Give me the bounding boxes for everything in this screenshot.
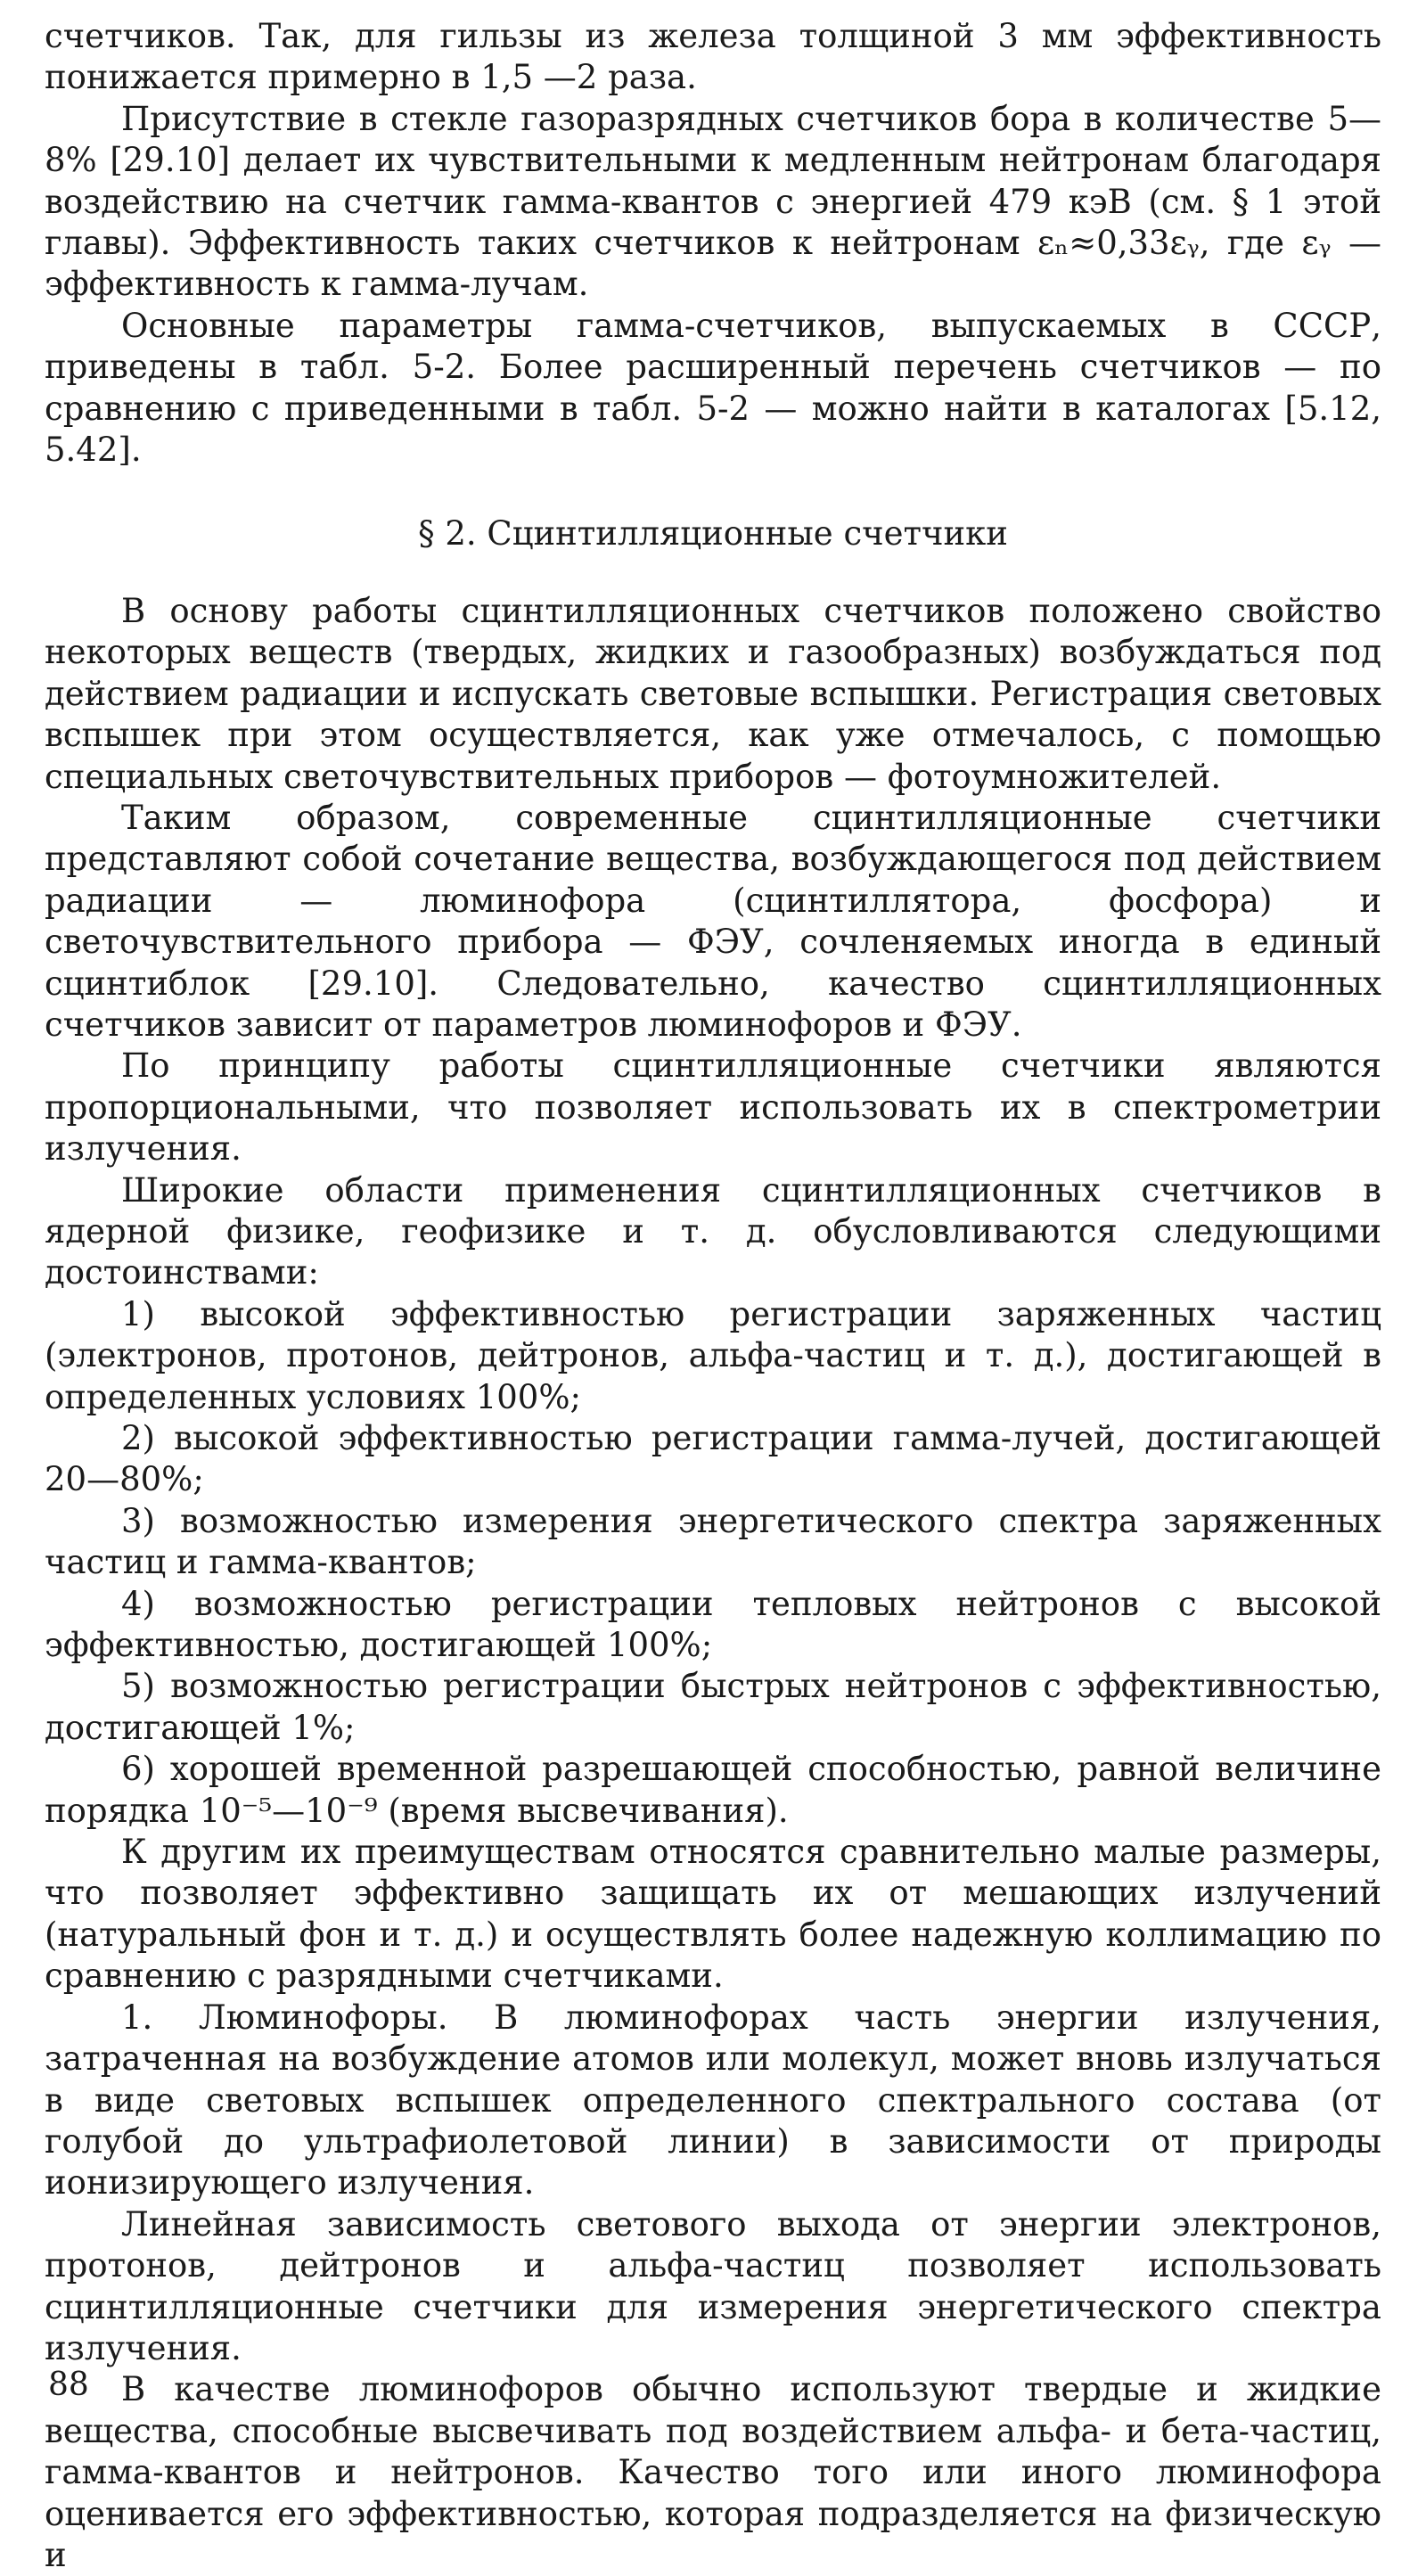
document-page xyxy=(45,16,1381,2576)
paragraph-composition: Таким образом, современные сцинтилляционные счетчики представляют собой сочетание вещества, возбуждающегося под действием радиации — люминофора (сцинтиллятора, фосфора) и светочувствительного прибора — ФЭУ, сочленяемых иногда в единый сцинтиблок [29.10]. Следовательно, качество сцинтилляционных счетчиков зависит от параметров люминофоров и ФЭУ. xyxy=(45,798,1381,1044)
list-item-6: 6) хорошей временной разрешающей способностью, равной величине порядка 10⁻⁵—10⁻⁹ (время высвечивания). xyxy=(45,1750,1381,1830)
list-item-3: 3) возможностью измерения энергетического спектра заряженных частиц и гамма-квантов; xyxy=(45,1501,1381,1582)
paragraph-luminophores: 1. Люминофоры. В люминофорах часть энергии излучения, затраченная на возбуждение атомов или молекул, может вновь излучаться в виде световых вспышек определенного спектрального состава (от голубой до ультрафиолетовой линии) в зависимости от природы ионизирующего излучения. xyxy=(45,1998,1381,2203)
paragraph-other-advantages: К другим их преимуществам относятся сравнительно малые размеры, что позволяет эффективно защищать их от мешающих излучений (натуральный фон и т. д.) и осуществлять более надежную коллимацию по сравнению с разрядными счетчиками. xyxy=(45,1833,1381,1996)
list-item-1: 1) высокой эффективностью регистрации заряженных частиц (электронов, протонов, дейтронов, альфа-частиц и т. д.), достигающей в определенных условиях 100%; xyxy=(45,1294,1381,1416)
section-title: § 2. Сцинтилляционные счетчики xyxy=(418,514,1008,554)
paragraph-linear-dependence: Линейная зависимость светового выхода от энергии электронов, протонов, дейтронов и альфа-частиц позволяет использовать сцинтилляционные счетчики для измерения энергетического спектра излучения. xyxy=(45,2204,1381,2367)
paragraph-continuation: счетчиков. Так, для гильзы из железа толщиной 3 мм эффективность понижается примерно в 1,5 —2 раза. xyxy=(45,17,1381,97)
list-item-4: 4) возможностью регистрации тепловых нейтронов с высокой эффективностью, достигающей 100%; xyxy=(45,1584,1381,1665)
list-item-2: 2) высокой эффективностью регистрации гамма-лучей, достигающей 20—80%; xyxy=(45,1419,1381,1499)
paragraph-gamma-params: Основные параметры гамма-счетчиков, выпускаемых в СССР, приведены в табл. 5-2. Более расширенный перечень счетчиков — по сравнению с приведенными в табл. 5-2 — можно найти в каталогах [5.12, 5.42]. xyxy=(45,306,1381,470)
list-item-5: 5) возможностью регистрации быстрых нейтронов с эффективностью, достигающей 1%; xyxy=(45,1667,1381,1747)
page-number: 88 xyxy=(48,2367,89,2403)
paragraph-advantages-intro: Широкие области применения сцинтилляционных счетчиков в ядерной физике, геофизике и т. д. обусловливаются следующими достоинствами: xyxy=(45,1170,1381,1292)
paragraph-principle: В основу работы сцинтилляционных счетчиков положено свойство некоторых веществ (твердых, жидких и газообразных) возбуждаться под действием радиации и испускать световые вспышки. Регистрация световых вспышек при этом осуществляется, как уже отмечалось, с помощью специальных светочувствительных приборов — фотоумножителей. xyxy=(45,591,1381,796)
paragraph-luminophore-types: В качестве люминофоров обычно используют твердые и жидкие вещества, способные высвечивать под воздействием альфа- и бета-частиц, гамма-квантов и нейтронов. Качество того или иного люминофора оценивается его эффективностью, которая подразделяется на физическую и xyxy=(45,2370,1381,2574)
paragraph-boron-counters: Присутствие в стекле газоразрядных счетчиков бора в количестве 5—8% [29.10] делает их чувствительными к медленным нейтронам благодаря воздействию на счетчик гамма-квантов с энергией 479 кэВ (см. § 1 этой главы). Эффективность таких счетчиков к нейтронам εₙ≈0,33εᵧ, где εᵧ — эффективность к гамма-лучам. xyxy=(45,99,1381,304)
paragraph-proportional: По принципу работы сцинтилляционные счетчики являются пропорциональными, что позволяет использовать их в спектрометрии излучения. xyxy=(45,1046,1381,1169)
